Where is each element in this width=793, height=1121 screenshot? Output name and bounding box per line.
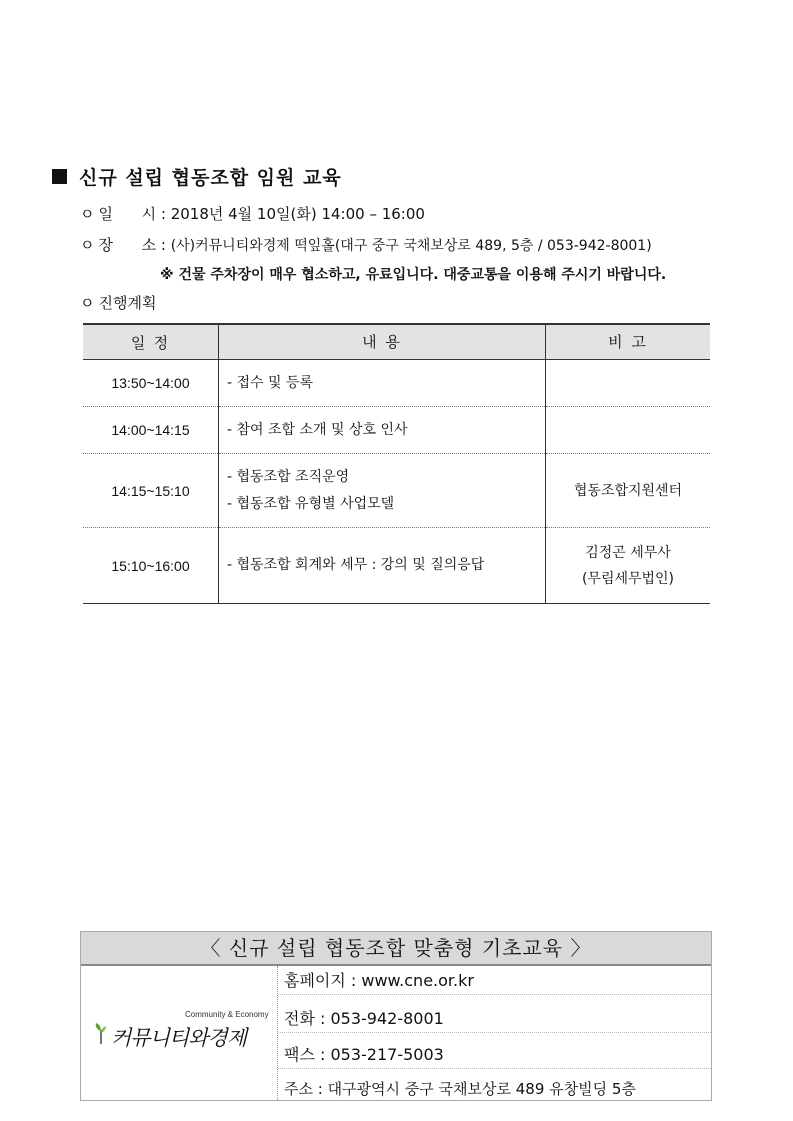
content-line: - 협동조합 유형별 사업모델 (227, 495, 395, 512)
place-value: (사)커뮤니티와경제 떡잎홀(대구 중구 국채보상로 489, 5층 / 053-942-8001) (170, 238, 652, 254)
footer-body (81, 966, 711, 1100)
divider (278, 1032, 711, 1033)
circle-bullet-icon: ㅇ (80, 236, 95, 254)
row-time: 13:50~14:00 (83, 360, 219, 407)
content-line: - 참여 조합 소개 및 상호 인사 (227, 421, 408, 438)
circle-bullet-icon: ㅇ (80, 205, 95, 223)
table-row (83, 360, 710, 407)
date-label: 일 시 (98, 205, 157, 223)
row-note (546, 360, 711, 407)
circle-bullet-icon: ㅇ (80, 294, 95, 312)
note-line: 김정곤 세무사 (585, 544, 671, 561)
note-line: 협동조합지원센터 (573, 482, 683, 499)
header-content: 내 용 (219, 324, 546, 360)
table-header-row (83, 324, 710, 360)
square-bullet-icon (52, 169, 67, 184)
footer-title: 〈 신규 설립 협동조합 맞춤형 기초교육 〉 (81, 932, 711, 966)
plan-line (80, 292, 156, 313)
contact-info (278, 966, 711, 1100)
parking-notice: ※ 건물 주차장이 매우 협소하고, 유료입니다. 대중교통을 이용해 주시기 바랍니다. (160, 267, 667, 283)
content-line: - 협동조합 회계와 세무 : 강의 및 질의응답 (227, 557, 485, 573)
table-row (83, 454, 710, 528)
phone-text: 전화 : 053-942-8001 (284, 1009, 444, 1028)
footer-box (80, 931, 712, 1101)
address-text: 주소 : 대구광역시 중구 국채보상로 489 유창빌딩 5층 (284, 1080, 636, 1098)
row-time: 15:10~16:00 (83, 528, 219, 604)
place-line: ㅇ 장 소 : (사)커뮤니티와경제 떡잎홀(대구 중구 국채보상로 489, 5층 / 053-942-8001) (80, 236, 652, 254)
row-time: 14:00~14:15 (83, 407, 219, 454)
fax-text: 팩스 : 053-217-5003 (284, 1045, 444, 1064)
header-time: 일 정 (83, 324, 219, 360)
row-note (546, 407, 711, 454)
divider (278, 994, 711, 995)
content-line: - 접수 및 등록 (227, 374, 314, 391)
date-line: ㅇ 일 시 : 2018년 4월 10일(화) 14:00 – 16:00 (80, 205, 425, 223)
heading-text: 신규 설립 협동조합 임원 교육 (79, 167, 342, 189)
table-row (83, 407, 710, 454)
section-heading (52, 163, 342, 190)
place-label: 장 소 (98, 236, 157, 254)
row-content (219, 407, 546, 454)
divider (278, 1068, 711, 1069)
date-value: 2018년 4월 10일(화) 14:00 – 16:00 (170, 205, 425, 223)
row-content (219, 454, 546, 528)
schedule-table (83, 323, 710, 604)
logo-subtitle: Community & Economy (185, 1010, 269, 1019)
content-line: - 협동조합 조직운영 (227, 468, 350, 485)
table-row (83, 528, 710, 604)
homepage-text: 홈페이지 : www.cne.or.kr (284, 971, 474, 990)
row-note (546, 454, 711, 528)
org-logo (81, 966, 278, 1100)
header-note: 비 고 (546, 324, 711, 360)
row-content (219, 360, 546, 407)
row-time: 14:15~15:10 (83, 454, 219, 528)
logo-wordmark: 커뮤니티와경제 (111, 1026, 247, 1050)
row-content (219, 528, 546, 604)
note-line: (무림세무법인) (581, 570, 675, 587)
row-note (546, 528, 711, 604)
plan-label: 진행계획 (98, 294, 157, 312)
